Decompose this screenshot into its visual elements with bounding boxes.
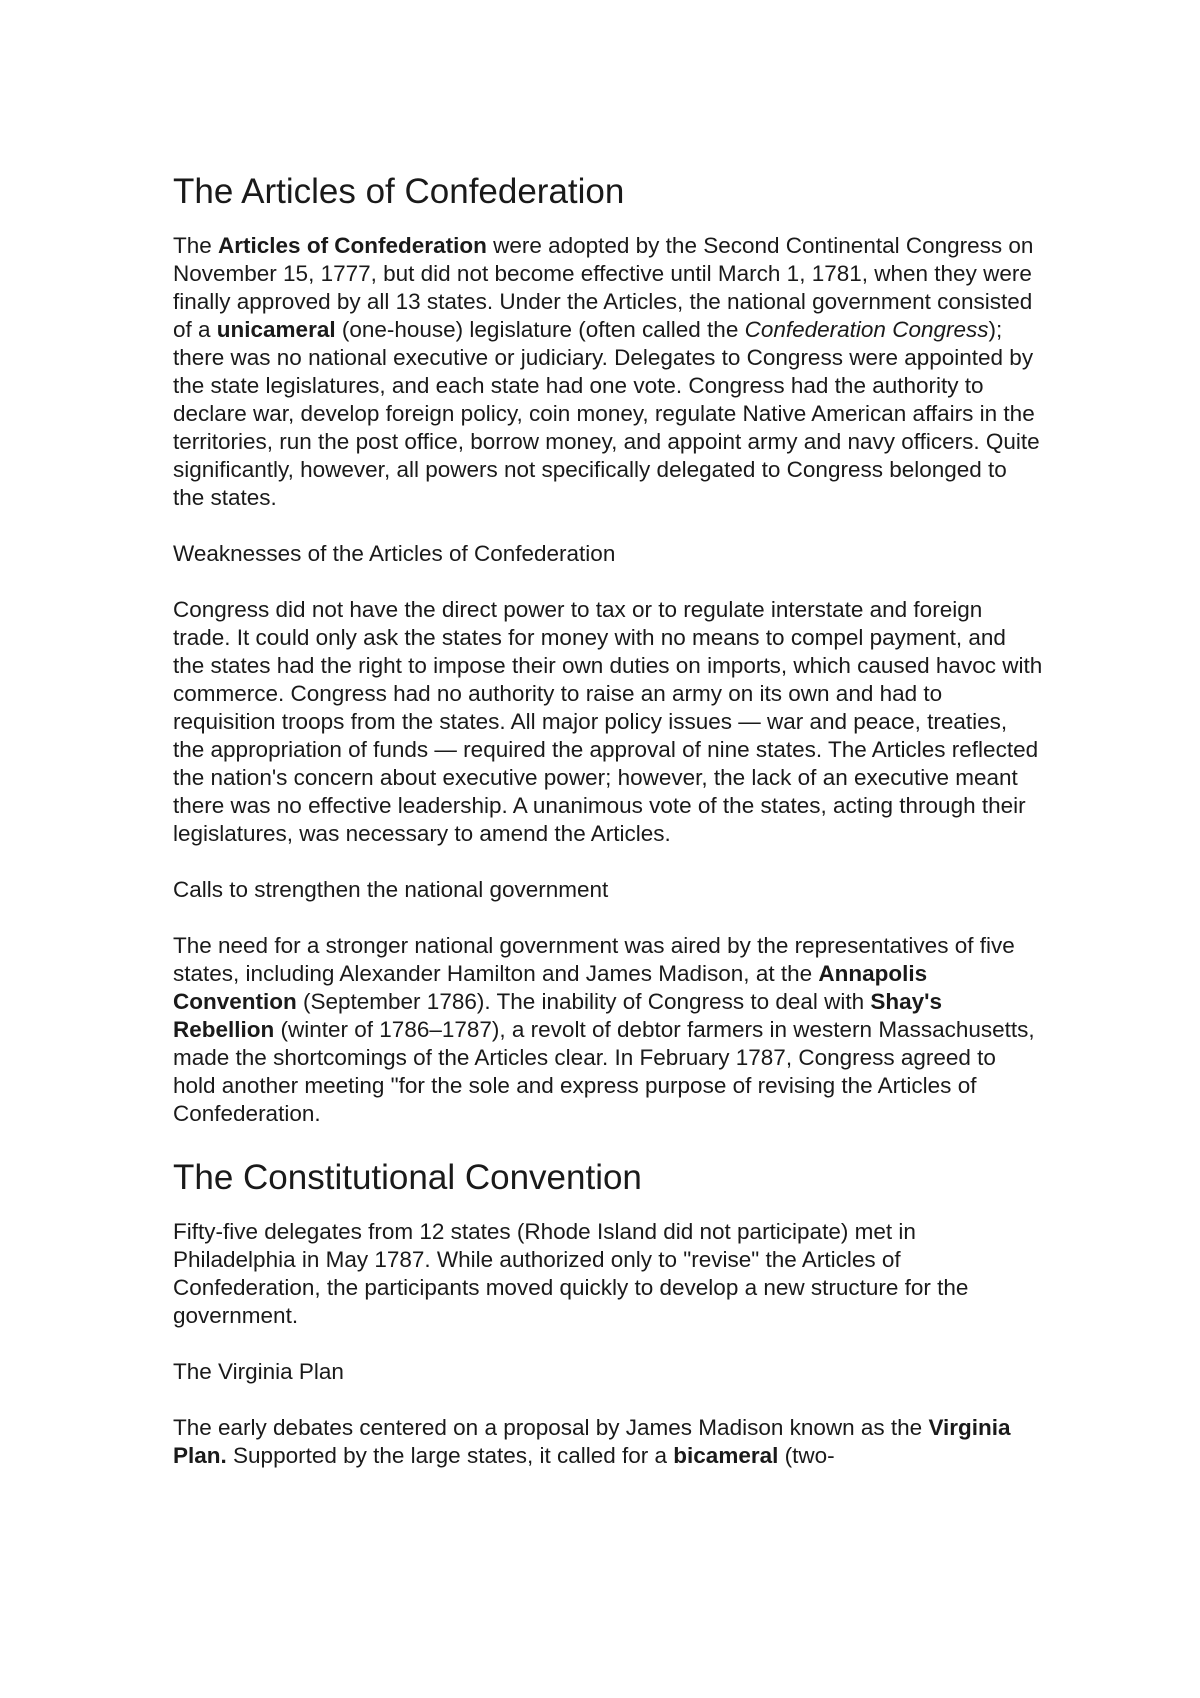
- text-run: were adopted by the Second Continental Congress on November 15, 1777, but did not become effective until March 1, 1781, when they were finally approved by all 13 states. Under the Articles, the national government consisted of a: [173, 233, 1034, 342]
- paragraph-weaknesses: Congress did not have the direct power to tax or to regulate interstate and foreign trade. It could only ask the states for money with no means to compel payment, and the states had the right to impose their own duties on imports, which caused havoc with commerce. Congress had no authority to raise an army on its own and had to requisition troops from the states. All major policy issues — war and peace, treaties, the appropriation of funds — required the approval of nine states. The Articles reflected the nation's concern about executive power; however, the lack of an executive meant there was no effective leadership. A unanimous vote of the states, acting through their legislatures, was necessary to amend the Articles.: [173, 597, 1043, 846]
- bold-term-unicameral: unicameral: [216, 317, 336, 342]
- paragraph-convention-intro: Fifty-five delegates from 12 states (Rhode Island did not participate) met in Philadelphia in May 1787. While authorized only to "revise" the Articles of Confederation, the participants moved quickly to develop a new structure for the government.: [173, 1219, 969, 1328]
- subheading-virginia-plan: The Virginia Plan: [173, 1359, 344, 1384]
- section-title-articles: The Articles of Confederation: [173, 172, 625, 211]
- section-title-constitutional-convention: The Constitutional Convention: [173, 1158, 642, 1197]
- paragraph-calls-to-strengthen: [173, 932, 1043, 1128]
- text-run: (two-: [778, 1443, 835, 1468]
- bold-term-virginia-plan: Virginia Plan.: [173, 1415, 1011, 1468]
- bold-term-annapolis: Annapolis Convention: [173, 961, 928, 1014]
- bold-term-shays-rebellion: Shay's Rebellion: [173, 989, 943, 1042]
- subheading-calls-to-strengthen: Calls to strengthen the national government: [173, 877, 609, 902]
- subheading-weaknesses: Weaknesses of the Articles of Confederation: [173, 541, 616, 566]
- bold-term-bicameral: bicameral: [673, 1443, 779, 1468]
- document-page: [173, 170, 1043, 1498]
- text-run: (September 1786). The inability of Congress to deal with: [296, 989, 871, 1014]
- text-run: (one-house) legislature (often called the: [335, 317, 745, 342]
- text-run: Supported by the large states, it called for a: [226, 1443, 674, 1468]
- bold-term-articles: Articles of Confederation: [218, 233, 487, 258]
- italic-term-confederation-congress: Confederation Congress: [744, 317, 989, 342]
- text-run: The early debates centered on a proposal by James Madison known as the: [173, 1415, 929, 1440]
- paragraph-virginia-plan: [173, 1414, 1043, 1470]
- text-run: The: [173, 233, 219, 258]
- paragraph-articles-intro: [173, 232, 1043, 512]
- text-run: (winter of 1786–1787), a revolt of debtor farmers in western Massachusetts, made the shortcomings of the Articles clear. In February 1787, Congress agreed to hold another meeting "for the sole and express purpose of revising the Articles of Confederation.: [173, 1017, 1035, 1126]
- text-run: ); there was no national executive or judiciary. Delegates to Congress were appointed by the state legislatures, and each state had one vote. Congress had the authority to declare war, develop foreign policy, coin money, regulate Native American affairs in the territories, run the post office, borrow money, and appoint army and navy officers. Quite significantly, however, all powers not specifically delegated to Congress belonged to the states.: [173, 317, 1040, 510]
- text-run: The need for a stronger national government was aired by the representatives of five states, including Alexander Hamilton and James Madison, at the: [173, 933, 1015, 986]
